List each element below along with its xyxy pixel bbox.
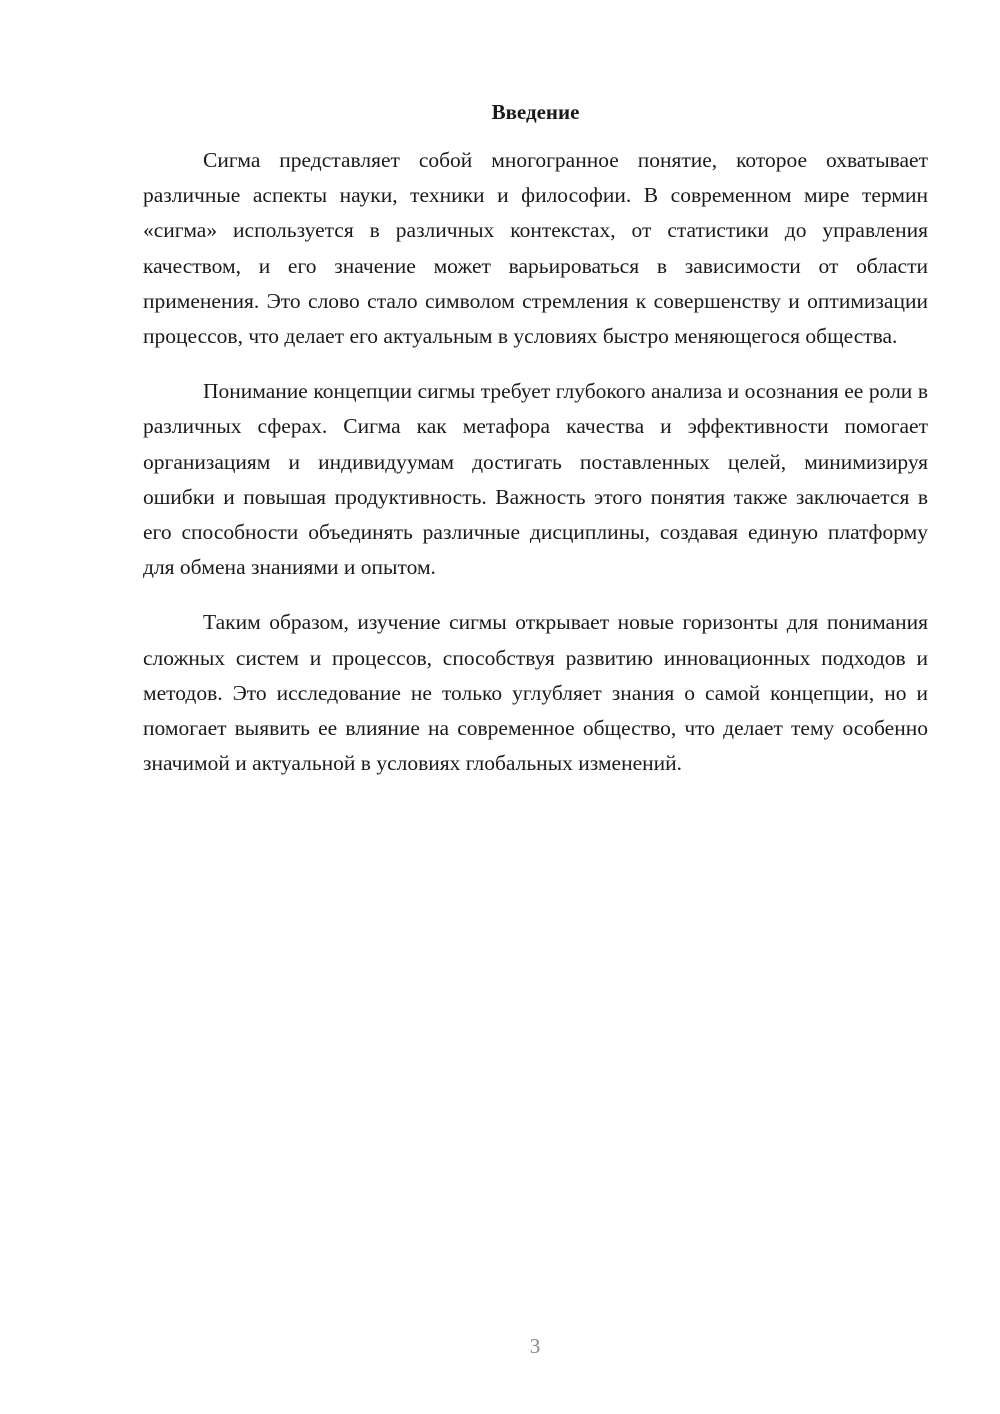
page-number: 3 xyxy=(529,1334,541,1358)
paragraph-1: Сигма представляет собой многогранное понятие, которое охватывает различные аспекты науки, техники и философии. В современном мире термин «сигма» используется в различных контекстах, от статистики до управления качеством, и его значение может варьироваться в зависимости от области применения. Это слово стало символом стремления к совершенству и оптимизации процессов, что делает его актуальным в условиях быстро меняющегося общества. xyxy=(143,148,928,349)
body-text xyxy=(143,143,928,801)
paragraph-2: Понимание концепции сигмы требует глубокого анализа и осознания ее роли в различных сферах. Сигма как метафора качества и эффективности помогает организациям и индивидуумам достигать поставленных целей, минимизируя ошибки и повышая продуктивность. Важность этого понятия также заключается в его способности объединять различные дисциплины, создавая единую платформу для обмена знаниями и опытом. xyxy=(143,379,928,580)
paragraph-3: Таким образом, изучение сигмы открывает новые горизонты для понимания сложных систем и процессов, способствуя развитию инновационных подходов и методов. Это исследование не только углубляет знания о самой концепции, но и помогает выявить ее влияние на современное общество, что делает тему особенно значимой и актуальной в условиях глобальных изменений. xyxy=(143,610,928,776)
section-heading: Введение xyxy=(491,100,580,124)
